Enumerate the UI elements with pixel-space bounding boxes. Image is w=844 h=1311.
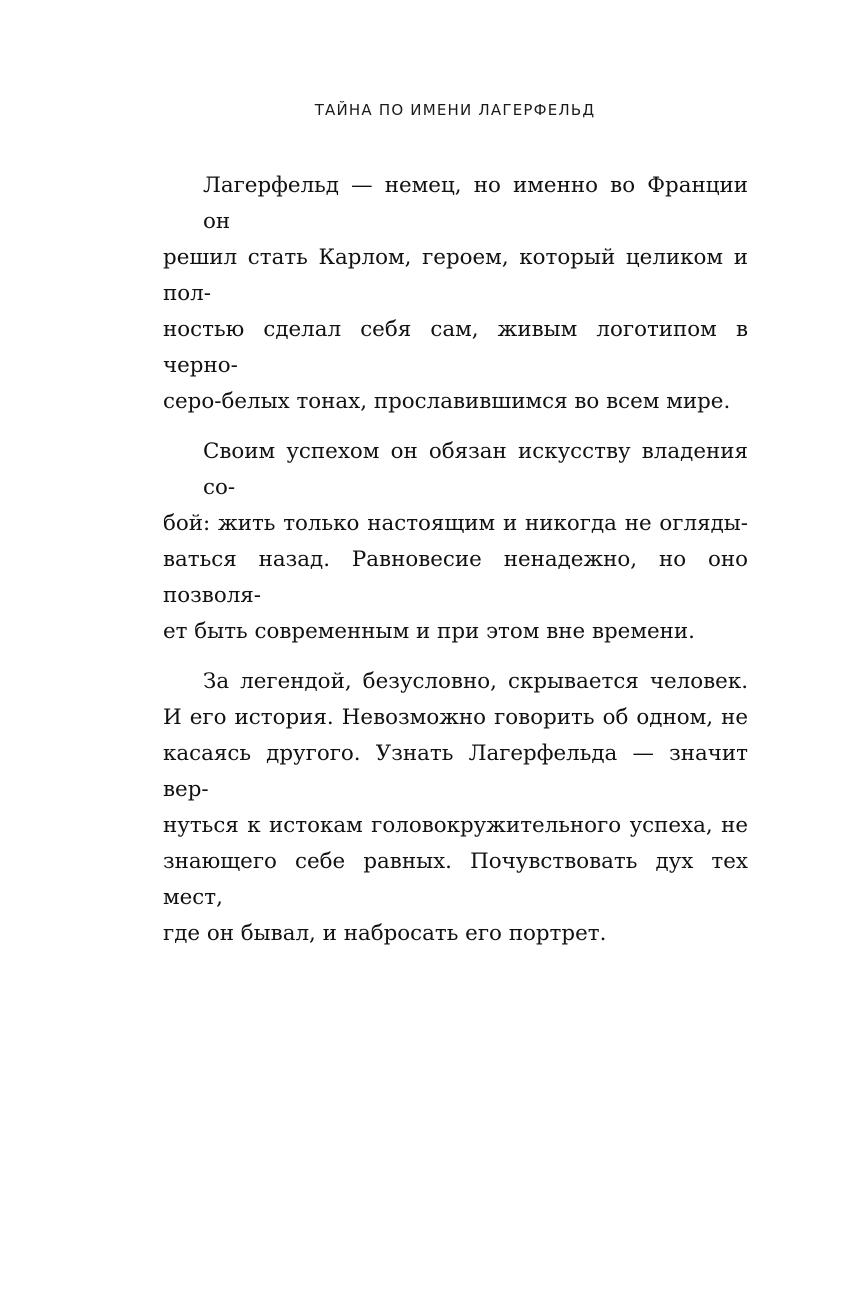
paragraph-1 <box>163 168 748 420</box>
text-line: ваться назад. Равновесие ненадежно, но оно позволя- <box>163 547 748 608</box>
text-line: ностью сделал себя сам, живым логотипом в черно- <box>163 317 748 378</box>
body-text <box>163 168 748 966</box>
text-line: серо-белых тонах, прославившимся во всем мире. <box>163 389 731 414</box>
text-line: где он бывал, и набросать его портрет. <box>163 921 607 946</box>
text-line: касаясь другого. Узнать Лагерфельда — значит вер- <box>163 741 748 802</box>
text-line: нуться к истокам головокружительного успеха, не <box>163 813 748 838</box>
text-line: За легендой, безусловно, скрывается человек. <box>203 669 748 694</box>
text-line: И его история. Невозможно говорить об одном, не <box>163 705 748 730</box>
paragraph-2 <box>163 434 748 650</box>
text-line: решил стать Карлом, героем, который целиком и пол- <box>163 245 748 306</box>
running-head: ТАЙНА ПО ИМЕНИ ЛАГЕРФЕЛЬД <box>314 101 596 119</box>
paragraph-3 <box>163 664 748 952</box>
text-line: знающего себе равных. Почувствовать дух тех мест, <box>163 849 748 910</box>
text-line: бой: жить только настоящим и никогда не огляды- <box>163 511 748 536</box>
text-line: Своим успехом он обязан искусству владения со- <box>203 439 748 500</box>
text-line: Лагерфельд — немец, но именно во Франции он <box>203 173 748 234</box>
text-line: ет быть современным и при этом вне времени. <box>163 619 695 644</box>
